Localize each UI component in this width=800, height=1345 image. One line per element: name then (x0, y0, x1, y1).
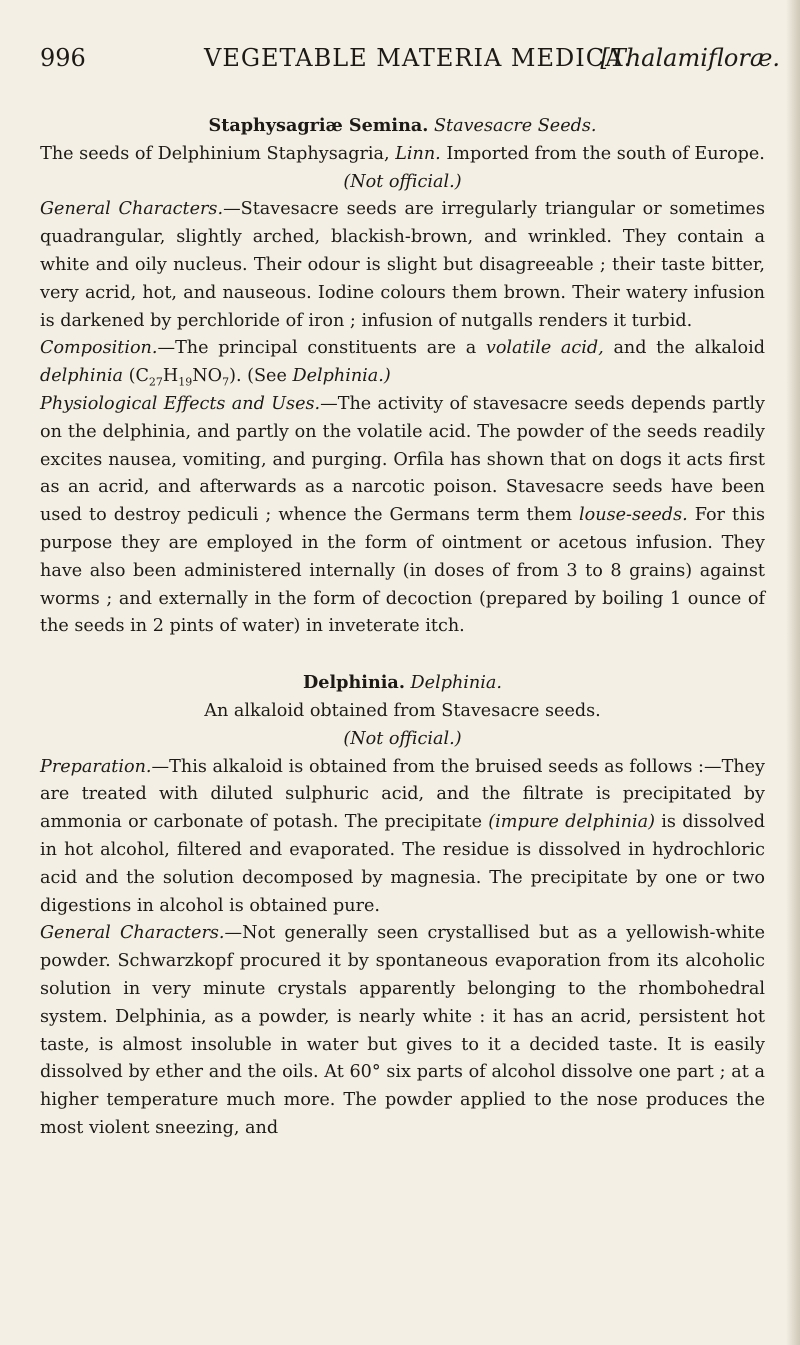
preparation-paragraph (40, 754, 765, 921)
formula-subscript: 7 (222, 375, 230, 389)
intro-text: The seeds of Delphinium Staphysagria, (40, 143, 390, 164)
paragraph-label: Preparation. (40, 756, 152, 777)
formula-part: (C (128, 366, 149, 387)
delphinia-term: delphinia (40, 366, 123, 387)
page-edge (786, 0, 800, 1345)
paragraph-label: Composition. (40, 338, 158, 359)
not-official-note (40, 726, 765, 754)
paragraph-label: General Characters. (40, 199, 224, 220)
not-official-text: (Not official.) (343, 171, 462, 192)
page-body (40, 112, 765, 1143)
paragraph-text: —This alkaloid is obtained from the bruised seeds as follows :—They are treated with diluted sulphuric acid, and the filtrate is precipitated by ammonia or carbonate of potash. The precipitate (40, 756, 765, 833)
paragraph-text: —The activity of stavesacre seeds depends partly on the delphinia, and partly on the volatile acid. The powder of the seeds readily excites nausea, vomiting, and purging. Orfila has shown that on dogs it acts first as an acrid, and afterwards as a narcotic poison. Stavesacre seeds have been used to destroy pediculi ; whence the Germans term them (40, 393, 765, 526)
running-title: VEGETABLE MATERIA MEDICA. (204, 44, 633, 72)
intro-text: An alkaloid obtained from Stavesacre seeds. (204, 700, 601, 721)
paragraph-text: For this purpose they are employed in the form of ointment or acetous infusion. They have also been administered internally (in doses of from 3 to 8 grains) against worms ; and externally in the form of decoction (prepared by boiling 1 ounce of the seeds in 2 pints of water) in inveterate itch. (40, 505, 766, 637)
heading-english: Delphinia. (410, 673, 502, 694)
paragraph-label: Physiological Effects and Uses. (40, 393, 321, 414)
intro-origin: Imported from the south of Europe. (446, 143, 765, 164)
not-official-text: (Not official.) (343, 728, 462, 749)
page-number: 996 (40, 44, 86, 72)
formula-subscript: 27 (148, 375, 163, 389)
article-intro (40, 698, 765, 726)
cross-ref-target: Delphinia.) (292, 366, 391, 387)
chemical-formula (128, 366, 242, 389)
running-header (40, 44, 780, 84)
louse-seeds-term: louse-seeds. (579, 505, 688, 526)
intro-authority: Linn. (395, 143, 441, 164)
composition-paragraph (40, 335, 765, 391)
article-intro (40, 141, 765, 169)
not-official-note (40, 169, 765, 197)
general-characters-paragraph (40, 196, 765, 335)
general-characters-paragraph (40, 920, 765, 1142)
heading-latin: Delphinia. (303, 672, 405, 694)
heading-english: Stavesacre Seeds. (433, 116, 597, 136)
formula-part: NO (192, 366, 223, 387)
formula-part: H (162, 366, 179, 387)
heading-latin: Staphysagriæ Semina. (208, 115, 429, 136)
article-heading-staphysagriae (40, 112, 765, 141)
paragraph-text: —Not generally seen crystallised but as a yellowish-white powder. Schwarzkopf procured it by spontaneous evaporation from its alcoholic solution in very minute crystals apparently belonging to the rhombohedral system. Delphinia, as a powder, is nearly white : it has an acrid, persistent hot taste, is almost insoluble in water but gives to it a decided taste. It is easily dissolved by ether and the oils. At 60° six parts of alcohol dissolve one part ; at a higher temperature much more. The powder applied to the nose produces the most violent sneezing, and (40, 923, 765, 1138)
physiological-effects-paragraph (40, 391, 765, 641)
volatile-acid-term: volatile acid, (485, 338, 604, 359)
impure-delphinia-term: (impure delphinia) (488, 812, 655, 833)
section-name: [Thalamifloræ. (600, 44, 780, 72)
paragraph-text: —Stavesacre seeds are irregularly triangular or sometimes quadrangular, slightly arched, blackish-brown, and wrinkled. They contain a white and oily nucleus. Their odour is slight but disagreeable ; their taste bitter, very acrid, hot, and nauseous. Iodine colours them brown. Their watery infusion is darkened by perchloride of iron ; infusion of nutgalls renders it turbid. (40, 199, 765, 331)
paragraph-text: is dissolved in hot alcohol, filtered and evaporated. The residue is dissolved in hydrochloric acid and the solution decomposed by magnesia. The precipitate by one or two digestions in alcohol is obtained pure. (40, 812, 766, 916)
formula-part: ). (229, 366, 242, 387)
cross-ref-prefix: (See (247, 366, 287, 387)
article-heading-delphinia (40, 669, 765, 698)
paragraph-text: and the alkaloid (613, 338, 766, 359)
formula-subscript: 19 (178, 375, 193, 389)
paragraph-text: —The principal constituents are a (157, 338, 477, 359)
section-spacer (40, 641, 765, 669)
paragraph-label: General Characters. (40, 923, 225, 944)
